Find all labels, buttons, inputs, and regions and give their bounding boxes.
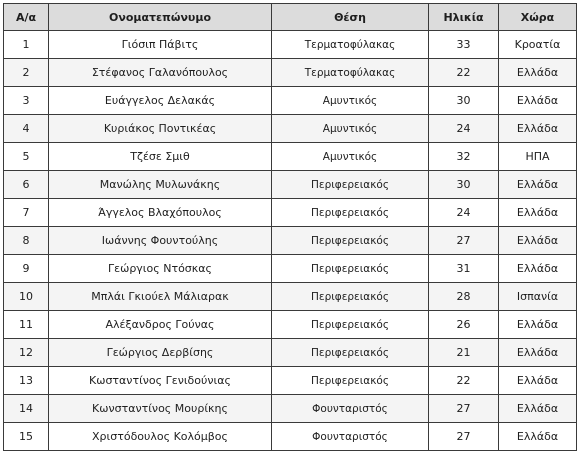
cell-index: 2 bbox=[4, 59, 49, 87]
header-row bbox=[4, 4, 577, 31]
cell-age: 30 bbox=[429, 87, 499, 115]
cell-index: 8 bbox=[4, 227, 49, 255]
table-row bbox=[4, 171, 577, 199]
cell-country: Ελλάδα bbox=[499, 255, 577, 283]
cell-age: 27 bbox=[429, 423, 499, 451]
cell-index: 5 bbox=[4, 143, 49, 171]
cell-age: 24 bbox=[429, 199, 499, 227]
table-row bbox=[4, 283, 577, 311]
cell-age: 26 bbox=[429, 311, 499, 339]
cell-name: Αλέξανδρος Γούνας bbox=[49, 311, 272, 339]
cell-country: Ελλάδα bbox=[499, 423, 577, 451]
cell-position: Περιφερειακός bbox=[272, 311, 429, 339]
cell-country: Ισπανία bbox=[499, 283, 577, 311]
cell-index: 15 bbox=[4, 423, 49, 451]
cell-name: Ευάγγελος Δελακάς bbox=[49, 87, 272, 115]
cell-index: 10 bbox=[4, 283, 49, 311]
header-index: Α/α bbox=[4, 4, 49, 31]
cell-name: Ιωάννης Φουντούλης bbox=[49, 227, 272, 255]
cell-position: Φουνταριστός bbox=[272, 395, 429, 423]
table-row bbox=[4, 423, 577, 451]
cell-country: Κροατία bbox=[499, 31, 577, 59]
cell-age: 21 bbox=[429, 339, 499, 367]
table-row bbox=[4, 143, 577, 171]
cell-age: 22 bbox=[429, 367, 499, 395]
cell-position: Αμυντικός bbox=[272, 87, 429, 115]
cell-position: Αμυντικός bbox=[272, 143, 429, 171]
cell-index: 14 bbox=[4, 395, 49, 423]
table-row bbox=[4, 199, 577, 227]
table-row bbox=[4, 59, 577, 87]
cell-index: 6 bbox=[4, 171, 49, 199]
cell-country: Ελλάδα bbox=[499, 171, 577, 199]
table-row bbox=[4, 227, 577, 255]
cell-country: Ελλάδα bbox=[499, 59, 577, 87]
cell-position: Φουνταριστός bbox=[272, 423, 429, 451]
cell-position: Περιφερειακός bbox=[272, 255, 429, 283]
roster-table bbox=[3, 3, 577, 451]
cell-position: Τερματοφύλακας bbox=[272, 31, 429, 59]
cell-age: 30 bbox=[429, 171, 499, 199]
cell-name: Γιόσιπ Πάβιτς bbox=[49, 31, 272, 59]
cell-country: Ελλάδα bbox=[499, 367, 577, 395]
cell-name: Στέφανος Γαλανόπουλος bbox=[49, 59, 272, 87]
cell-name: Χριστόδουλος Κολόμβος bbox=[49, 423, 272, 451]
cell-name: Γεώργιος Ντόσκας bbox=[49, 255, 272, 283]
cell-age: 24 bbox=[429, 115, 499, 143]
cell-name: Κωσταντίνος Γενιδούνιας bbox=[49, 367, 272, 395]
header-country: Χώρα bbox=[499, 4, 577, 31]
cell-age: 27 bbox=[429, 227, 499, 255]
cell-country: Ελλάδα bbox=[499, 339, 577, 367]
table-row bbox=[4, 395, 577, 423]
cell-name: Τζέσε Σμιθ bbox=[49, 143, 272, 171]
cell-name: Μανώλης Μυλωνάκης bbox=[49, 171, 272, 199]
cell-age: 31 bbox=[429, 255, 499, 283]
cell-name: Κυριάκος Ποντικέας bbox=[49, 115, 272, 143]
cell-age: 32 bbox=[429, 143, 499, 171]
cell-name: Γεώργιος Δερβίσης bbox=[49, 339, 272, 367]
cell-age: 27 bbox=[429, 395, 499, 423]
table-row bbox=[4, 31, 577, 59]
cell-index: 12 bbox=[4, 339, 49, 367]
table-row bbox=[4, 311, 577, 339]
cell-age: 28 bbox=[429, 283, 499, 311]
cell-position: Περιφερειακός bbox=[272, 199, 429, 227]
table-row bbox=[4, 367, 577, 395]
cell-country: Ελλάδα bbox=[499, 199, 577, 227]
cell-position: Περιφερειακός bbox=[272, 227, 429, 255]
table-row bbox=[4, 339, 577, 367]
cell-country: ΗΠΑ bbox=[499, 143, 577, 171]
cell-name: Κωνσταντίνος Μουρίκης bbox=[49, 395, 272, 423]
cell-country: Ελλάδα bbox=[499, 87, 577, 115]
header-age: Ηλικία bbox=[429, 4, 499, 31]
cell-position: Περιφερειακός bbox=[272, 339, 429, 367]
cell-position: Περιφερειακός bbox=[272, 171, 429, 199]
cell-country: Ελλάδα bbox=[499, 115, 577, 143]
cell-index: 4 bbox=[4, 115, 49, 143]
table-row bbox=[4, 87, 577, 115]
cell-index: 9 bbox=[4, 255, 49, 283]
cell-country: Ελλάδα bbox=[499, 311, 577, 339]
cell-name: Μπλάι Γκιούελ Μάλιαρακ bbox=[49, 283, 272, 311]
cell-index: 11 bbox=[4, 311, 49, 339]
cell-country: Ελλάδα bbox=[499, 227, 577, 255]
table-row bbox=[4, 255, 577, 283]
cell-index: 3 bbox=[4, 87, 49, 115]
cell-position: Περιφερειακός bbox=[272, 367, 429, 395]
cell-index: 1 bbox=[4, 31, 49, 59]
header-name: Ονοματεπώνυμο bbox=[49, 4, 272, 31]
cell-position: Τερματοφύλακας bbox=[272, 59, 429, 87]
cell-position: Περιφερειακός bbox=[272, 283, 429, 311]
table-body bbox=[4, 31, 577, 451]
cell-age: 22 bbox=[429, 59, 499, 87]
table-row bbox=[4, 115, 577, 143]
cell-name: Άγγελος Βλαχόπουλος bbox=[49, 199, 272, 227]
cell-index: 13 bbox=[4, 367, 49, 395]
cell-index: 7 bbox=[4, 199, 49, 227]
cell-age: 33 bbox=[429, 31, 499, 59]
table-header bbox=[4, 4, 577, 31]
header-position: Θέση bbox=[272, 4, 429, 31]
cell-position: Αμυντικός bbox=[272, 115, 429, 143]
cell-country: Ελλάδα bbox=[499, 395, 577, 423]
